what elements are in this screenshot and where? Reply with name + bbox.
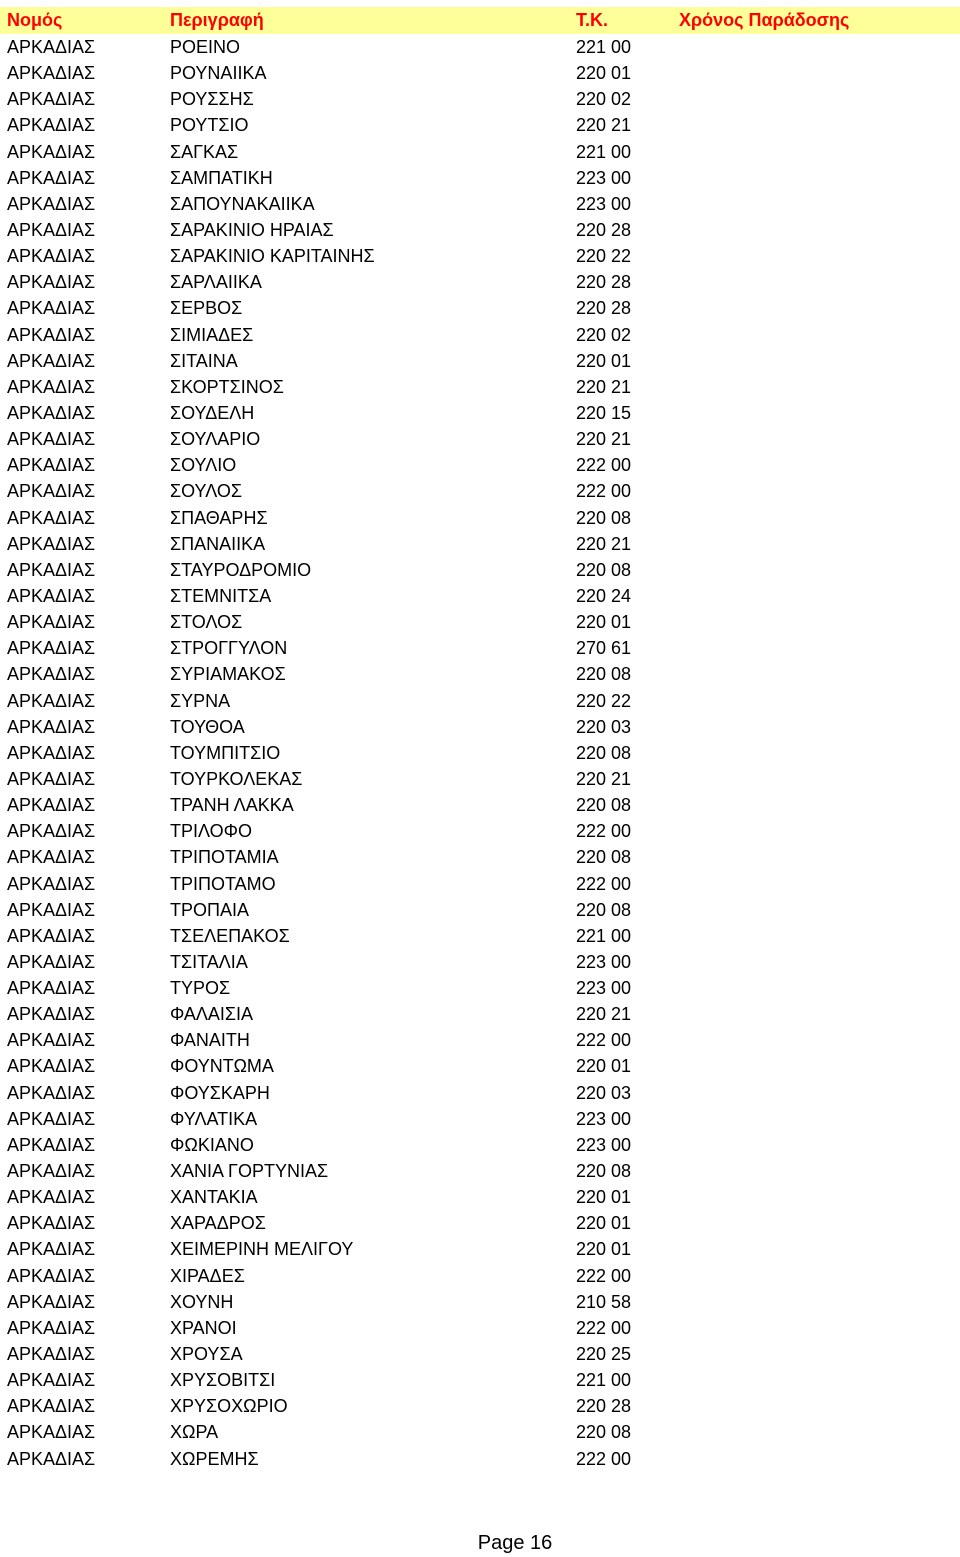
cell-tk: 220 24 (576, 585, 632, 606)
cell-nomos: ΑΡΚΑΔΙΑΣ (7, 167, 96, 188)
cell-perigrafi: ΧΑΝΙΑ ΓΟΡΤΥΝΙΑΣ (170, 1161, 329, 1182)
cell-perigrafi: ΤΣΙΤΑΛΙΑ (170, 951, 248, 972)
table-row (0, 714, 960, 740)
cell-nomos: ΑΡΚΑΔΙΑΣ (7, 37, 96, 57)
table-row (0, 478, 960, 504)
cell-tk: 221 00 (576, 141, 632, 162)
cell-nomos: ΑΡΚΑΔΙΑΣ (7, 1317, 96, 1338)
cell-tk: 220 01 (576, 1187, 632, 1208)
table-row (0, 818, 960, 844)
cell-nomos: ΑΡΚΑΔΙΑΣ (7, 350, 96, 371)
cell-nomos: ΑΡΚΑΔΙΑΣ (7, 272, 96, 293)
cell-nomos: ΑΡΚΑΔΙΑΣ (7, 612, 96, 633)
table-row (0, 949, 960, 975)
cell-perigrafi: ΣΕΡΒΟΣ (170, 298, 243, 319)
cell-perigrafi: ΦΑΛΑΙΣΙΑ (170, 1004, 254, 1025)
table-row (0, 165, 960, 191)
cell-tk: 220 03 (576, 716, 632, 737)
cell-tk: 222 00 (576, 1317, 632, 1338)
cell-tk: 220 08 (576, 847, 632, 868)
cell-nomos: ΑΡΚΑΔΙΑΣ (7, 507, 96, 528)
cell-tk: 220 01 (576, 1239, 632, 1260)
cell-perigrafi: ΡΟΥΝΑΙΙΚΑ (170, 63, 267, 84)
cell-perigrafi: ΣΑΡΑΚΙΝΙΟ ΗΡΑΙΑΣ (170, 219, 334, 240)
cell-tk: 223 00 (576, 1134, 632, 1155)
table-row (0, 400, 960, 426)
cell-nomos: ΑΡΚΑΔΙΑΣ (7, 1004, 96, 1025)
table-body (0, 34, 960, 1472)
cell-perigrafi: ΦΩΚΙΑΝΟ (170, 1134, 254, 1155)
cell-nomos: ΑΡΚΑΔΙΑΣ (7, 1448, 96, 1469)
cell-perigrafi: ΣΤΑΥΡΟΔΡΟΜΙΟ (170, 559, 312, 580)
cell-nomos: ΑΡΚΑΔΙΑΣ (7, 1239, 96, 1260)
cell-tk: 220 01 (576, 1213, 632, 1234)
cell-nomos: ΑΡΚΑΔΙΑΣ (7, 1134, 96, 1155)
cell-tk: 220 15 (576, 402, 632, 423)
cell-nomos: ΑΡΚΑΔΙΑΣ (7, 899, 96, 920)
cell-nomos: ΑΡΚΑΔΙΑΣ (7, 821, 96, 842)
cell-nomos: ΑΡΚΑΔΙΑΣ (7, 324, 96, 345)
table-row (0, 792, 960, 818)
cell-nomos: ΑΡΚΑΔΙΑΣ (7, 1291, 96, 1312)
cell-tk: 220 21 (576, 429, 632, 450)
cell-perigrafi: ΤΡΙΠΟΤΑΜΟ (170, 873, 276, 894)
cell-nomos: ΑΡΚΑΔΙΑΣ (7, 141, 96, 162)
cell-tk: 223 00 (576, 193, 632, 214)
cell-nomos: ΑΡΚΑΔΙΑΣ (7, 638, 96, 659)
cell-nomos: ΑΡΚΑΔΙΑΣ (7, 1344, 96, 1365)
cell-nomos: ΑΡΚΑΔΙΑΣ (7, 978, 96, 999)
cell-nomos: ΑΡΚΑΔΙΑΣ (7, 402, 96, 423)
cell-tk: 270 61 (576, 638, 632, 659)
table-row (0, 505, 960, 531)
cell-perigrafi: ΧΡΥΣΟΧΩΡΙΟ (170, 1396, 288, 1417)
table-row (0, 86, 960, 112)
cell-tk: 220 21 (576, 533, 632, 554)
cell-nomos: ΑΡΚΑΔΙΑΣ (7, 1396, 96, 1417)
table-row (0, 243, 960, 269)
cell-perigrafi: ΤΟΥΡΚΟΛΕΚΑΣ (170, 768, 303, 789)
cell-perigrafi: ΣΑΠΟΥΝΑΚΑΙΙΚΑ (170, 193, 315, 214)
cell-perigrafi: ΣΙΤΑΙΝΑ (170, 350, 238, 371)
cell-nomos: ΑΡΚΑΔΙΑΣ (7, 1056, 96, 1077)
cell-perigrafi: ΧΩΡΕΜΗΣ (170, 1448, 259, 1469)
cell-perigrafi: ΣΟΥΛΙΟ (170, 455, 237, 476)
cell-tk: 220 08 (576, 742, 632, 763)
table-row (0, 269, 960, 295)
cell-tk: 222 00 (576, 1030, 632, 1051)
cell-tk: 222 00 (576, 873, 632, 894)
table-row (0, 1001, 960, 1027)
cell-tk: 220 08 (576, 1161, 632, 1182)
cell-perigrafi: ΣΙΜΙΑΔΕΣ (170, 324, 254, 345)
cell-perigrafi: ΣΥΡΝΑ (170, 690, 231, 711)
cell-perigrafi: ΣΠΑΘΑΡΗΣ (170, 507, 268, 528)
cell-nomos: ΑΡΚΑΔΙΑΣ (7, 533, 96, 554)
cell-tk: 220 08 (576, 899, 632, 920)
cell-tk: 222 00 (576, 1265, 632, 1286)
cell-tk: 220 08 (576, 795, 632, 816)
cell-tk: 223 00 (576, 951, 632, 972)
cell-tk: 220 08 (576, 1422, 632, 1443)
cell-tk: 220 01 (576, 63, 632, 84)
table-row (0, 1367, 960, 1393)
cell-nomos: ΑΡΚΑΔΙΑΣ (7, 1213, 96, 1234)
cell-perigrafi: ΣΤΕΜΝΙΤΣΑ (170, 585, 272, 606)
header-nomos: Νομός (7, 10, 63, 30)
table-row (0, 1106, 960, 1132)
cell-perigrafi: ΣΚΟΡΤΣΙΝΟΣ (170, 376, 284, 397)
table-row (0, 1027, 960, 1053)
cell-tk: 222 00 (576, 481, 632, 502)
cell-nomos: ΑΡΚΑΔΙΑΣ (7, 193, 96, 214)
cell-tk: 223 00 (576, 167, 632, 188)
table-row (0, 688, 960, 714)
cell-tk: 220 21 (576, 115, 632, 136)
table-row (0, 295, 960, 321)
table-row (0, 348, 960, 374)
cell-nomos: ΑΡΚΑΔΙΑΣ (7, 429, 96, 450)
cell-perigrafi: ΤΡΙΛΟΦΟ (170, 821, 253, 842)
cell-perigrafi: ΣΑΜΠΑΤΙΚΗ (170, 167, 273, 188)
cell-tk: 220 22 (576, 690, 632, 711)
cell-nomos: ΑΡΚΑΔΙΑΣ (7, 951, 96, 972)
table-row (0, 1080, 960, 1106)
table-row (0, 1236, 960, 1262)
table-row (0, 217, 960, 243)
cell-tk: 220 03 (576, 1082, 632, 1103)
table-row (0, 871, 960, 897)
header-tk: Τ.Κ. (576, 10, 609, 30)
cell-perigrafi: ΤΣΕΛΕΠΑΚΟΣ (170, 925, 290, 946)
cell-tk: 210 58 (576, 1291, 632, 1312)
table-row (0, 975, 960, 1001)
cell-nomos: ΑΡΚΑΔΙΑΣ (7, 1161, 96, 1182)
cell-nomos: ΑΡΚΑΔΙΑΣ (7, 1422, 96, 1443)
table-row (0, 1393, 960, 1419)
cell-nomos: ΑΡΚΑΔΙΑΣ (7, 1108, 96, 1129)
cell-tk: 220 21 (576, 376, 632, 397)
header-xronos-paradosis: Χρόνος Παράδοσης (679, 10, 850, 30)
cell-tk: 220 01 (576, 1056, 632, 1077)
table-header (0, 7, 960, 34)
table-row (0, 452, 960, 478)
cell-nomos: ΑΡΚΑΔΙΑΣ (7, 1030, 96, 1051)
table-row (0, 34, 960, 60)
cell-nomos: ΑΡΚΑΔΙΑΣ (7, 455, 96, 476)
cell-tk: 220 22 (576, 246, 632, 267)
cell-tk: 220 28 (576, 272, 632, 293)
cell-perigrafi: ΡΟΥΣΣΗΣ (170, 89, 254, 110)
cell-tk: 220 28 (576, 219, 632, 240)
cell-perigrafi: ΣΑΓΚΑΣ (170, 141, 239, 162)
cell-perigrafi: ΤΟΥΘΟΑ (170, 716, 245, 737)
cell-perigrafi: ΣΑΡΑΚΙΝΙΟ ΚΑΡΙΤΑΙΝΗΣ (170, 246, 375, 267)
cell-nomos: ΑΡΚΑΔΙΑΣ (7, 925, 96, 946)
cell-tk: 220 28 (576, 298, 632, 319)
cell-perigrafi: ΤΡΑΝΗ ΛΑΚΚΑ (170, 795, 294, 816)
table-row (0, 661, 960, 687)
cell-perigrafi: ΧΑΝΤΑΚΙΑ (170, 1187, 258, 1208)
cell-perigrafi: ΣΟΥΔΕΛΗ (170, 402, 255, 423)
table-row (0, 1289, 960, 1315)
cell-nomos: ΑΡΚΑΔΙΑΣ (7, 481, 96, 502)
cell-perigrafi: ΧΩΡΑ (170, 1422, 219, 1443)
cell-perigrafi: ΣΥΡΙΑΜΑΚΟΣ (170, 664, 286, 685)
table-row (0, 426, 960, 452)
cell-tk: 221 00 (576, 925, 632, 946)
table-row (0, 139, 960, 165)
cell-tk: 220 21 (576, 1004, 632, 1025)
cell-nomos: ΑΡΚΑΔΙΑΣ (7, 873, 96, 894)
cell-perigrafi: ΡΟΕΙΝΟ (170, 37, 241, 57)
cell-perigrafi: ΤΡΙΠΟΤΑΜΙΑ (170, 847, 279, 868)
cell-nomos: ΑΡΚΑΔΙΑΣ (7, 716, 96, 737)
cell-tk: 220 01 (576, 350, 632, 371)
table-row (0, 531, 960, 557)
cell-nomos: ΑΡΚΑΔΙΑΣ (7, 115, 96, 136)
cell-perigrafi: ΦΟΥΣΚΑΡΗ (170, 1082, 270, 1103)
cell-nomos: ΑΡΚΑΔΙΑΣ (7, 1265, 96, 1286)
cell-tk: 223 00 (576, 978, 632, 999)
cell-tk: 220 02 (576, 324, 632, 345)
cell-perigrafi: ΧΙΡΑΔΕΣ (170, 1265, 245, 1286)
table-row (0, 635, 960, 661)
table-row (0, 740, 960, 766)
cell-tk: 220 08 (576, 559, 632, 580)
cell-nomos: ΑΡΚΑΔΙΑΣ (7, 63, 96, 84)
cell-nomos: ΑΡΚΑΔΙΑΣ (7, 690, 96, 711)
cell-tk: 222 00 (576, 1448, 632, 1469)
cell-perigrafi: ΧΑΡΑΔΡΟΣ (170, 1213, 266, 1234)
cell-nomos: ΑΡΚΑΔΙΑΣ (7, 89, 96, 110)
table-row (0, 557, 960, 583)
cell-tk: 221 00 (576, 37, 632, 57)
table-row (0, 1419, 960, 1445)
cell-perigrafi: ΧΡΑΝΟΙ (170, 1317, 237, 1338)
cell-nomos: ΑΡΚΑΔΙΑΣ (7, 742, 96, 763)
cell-perigrafi: ΦΥΛΑΤΙΚΑ (170, 1108, 258, 1129)
cell-perigrafi: ΦΑΝΑΙΤΗ (170, 1030, 250, 1051)
cell-nomos: ΑΡΚΑΔΙΑΣ (7, 298, 96, 319)
cell-tk: 220 02 (576, 89, 632, 110)
cell-nomos: ΑΡΚΑΔΙΑΣ (7, 219, 96, 240)
cell-nomos: ΑΡΚΑΔΙΑΣ (7, 1370, 96, 1391)
cell-perigrafi: ΧΡΥΣΟΒΙΤΣΙ (170, 1370, 276, 1391)
table-row (0, 923, 960, 949)
table-row (0, 1132, 960, 1158)
cell-tk: 220 28 (576, 1396, 632, 1417)
cell-tk: 221 00 (576, 1370, 632, 1391)
table-row (0, 1053, 960, 1079)
cell-nomos: ΑΡΚΑΔΙΑΣ (7, 585, 96, 606)
table-row (0, 374, 960, 400)
cell-nomos: ΑΡΚΑΔΙΑΣ (7, 768, 96, 789)
page-number: Page 16 (477, 1532, 553, 1554)
cell-nomos: ΑΡΚΑΔΙΑΣ (7, 795, 96, 816)
cell-perigrafi: ΡΟΥΤΣΙΟ (170, 115, 249, 136)
cell-perigrafi: ΣΑΡΛΑΙΙΚΑ (170, 272, 262, 293)
table-row (0, 897, 960, 923)
cell-nomos: ΑΡΚΑΔΙΑΣ (7, 1187, 96, 1208)
table-row (0, 609, 960, 635)
table-row (0, 1158, 960, 1184)
cell-perigrafi: ΧΡΟΥΣΑ (170, 1344, 243, 1365)
table-row (0, 191, 960, 217)
cell-tk: 222 00 (576, 455, 632, 476)
cell-tk: 222 00 (576, 821, 632, 842)
cell-perigrafi: ΧΟΥΝΗ (170, 1291, 234, 1312)
cell-nomos: ΑΡΚΑΔΙΑΣ (7, 376, 96, 397)
cell-tk: 223 00 (576, 1108, 632, 1129)
cell-tk: 220 21 (576, 768, 632, 789)
cell-perigrafi: ΣΤΟΛΟΣ (170, 612, 243, 633)
table-row (0, 322, 960, 348)
cell-perigrafi: ΣΟΥΛΑΡΙΟ (170, 429, 261, 450)
cell-perigrafi: ΤΟΥΜΠΙΤΣΙΟ (170, 742, 281, 763)
table-row (0, 1341, 960, 1367)
table-row (0, 1446, 960, 1472)
cell-nomos: ΑΡΚΑΔΙΑΣ (7, 559, 96, 580)
cell-tk: 220 08 (576, 507, 632, 528)
cell-nomos: ΑΡΚΑΔΙΑΣ (7, 1082, 96, 1103)
table-row (0, 583, 960, 609)
cell-perigrafi: ΧΕΙΜΕΡΙΝΗ ΜΕΛΙΓΟΥ (170, 1239, 354, 1260)
table-row (0, 112, 960, 138)
cell-tk: 220 08 (576, 664, 632, 685)
table-row (0, 1315, 960, 1341)
cell-tk: 220 25 (576, 1344, 632, 1365)
cell-perigrafi: ΤΥΡΟΣ (170, 978, 231, 999)
cell-perigrafi: ΣΤΡΟΓΓΥΛΟΝ (170, 638, 288, 659)
cell-nomos: ΑΡΚΑΔΙΑΣ (7, 246, 96, 267)
cell-tk: 220 01 (576, 612, 632, 633)
table-row (0, 844, 960, 870)
table-row (0, 1263, 960, 1289)
cell-perigrafi: ΤΡΟΠΑΙΑ (170, 899, 250, 920)
cell-perigrafi: ΣΟΥΛΟΣ (170, 481, 242, 502)
cell-nomos: ΑΡΚΑΔΙΑΣ (7, 847, 96, 868)
table-row (0, 766, 960, 792)
table-row (0, 1184, 960, 1210)
table-row (0, 60, 960, 86)
cell-perigrafi: ΣΠΑΝΑΙΙΚΑ (170, 533, 266, 554)
header-perigrafi: Περιγραφή (170, 10, 264, 30)
cell-perigrafi: ΦΟΥΝΤΩΜΑ (170, 1056, 274, 1077)
table-row (0, 1210, 960, 1236)
cell-nomos: ΑΡΚΑΔΙΑΣ (7, 664, 96, 685)
